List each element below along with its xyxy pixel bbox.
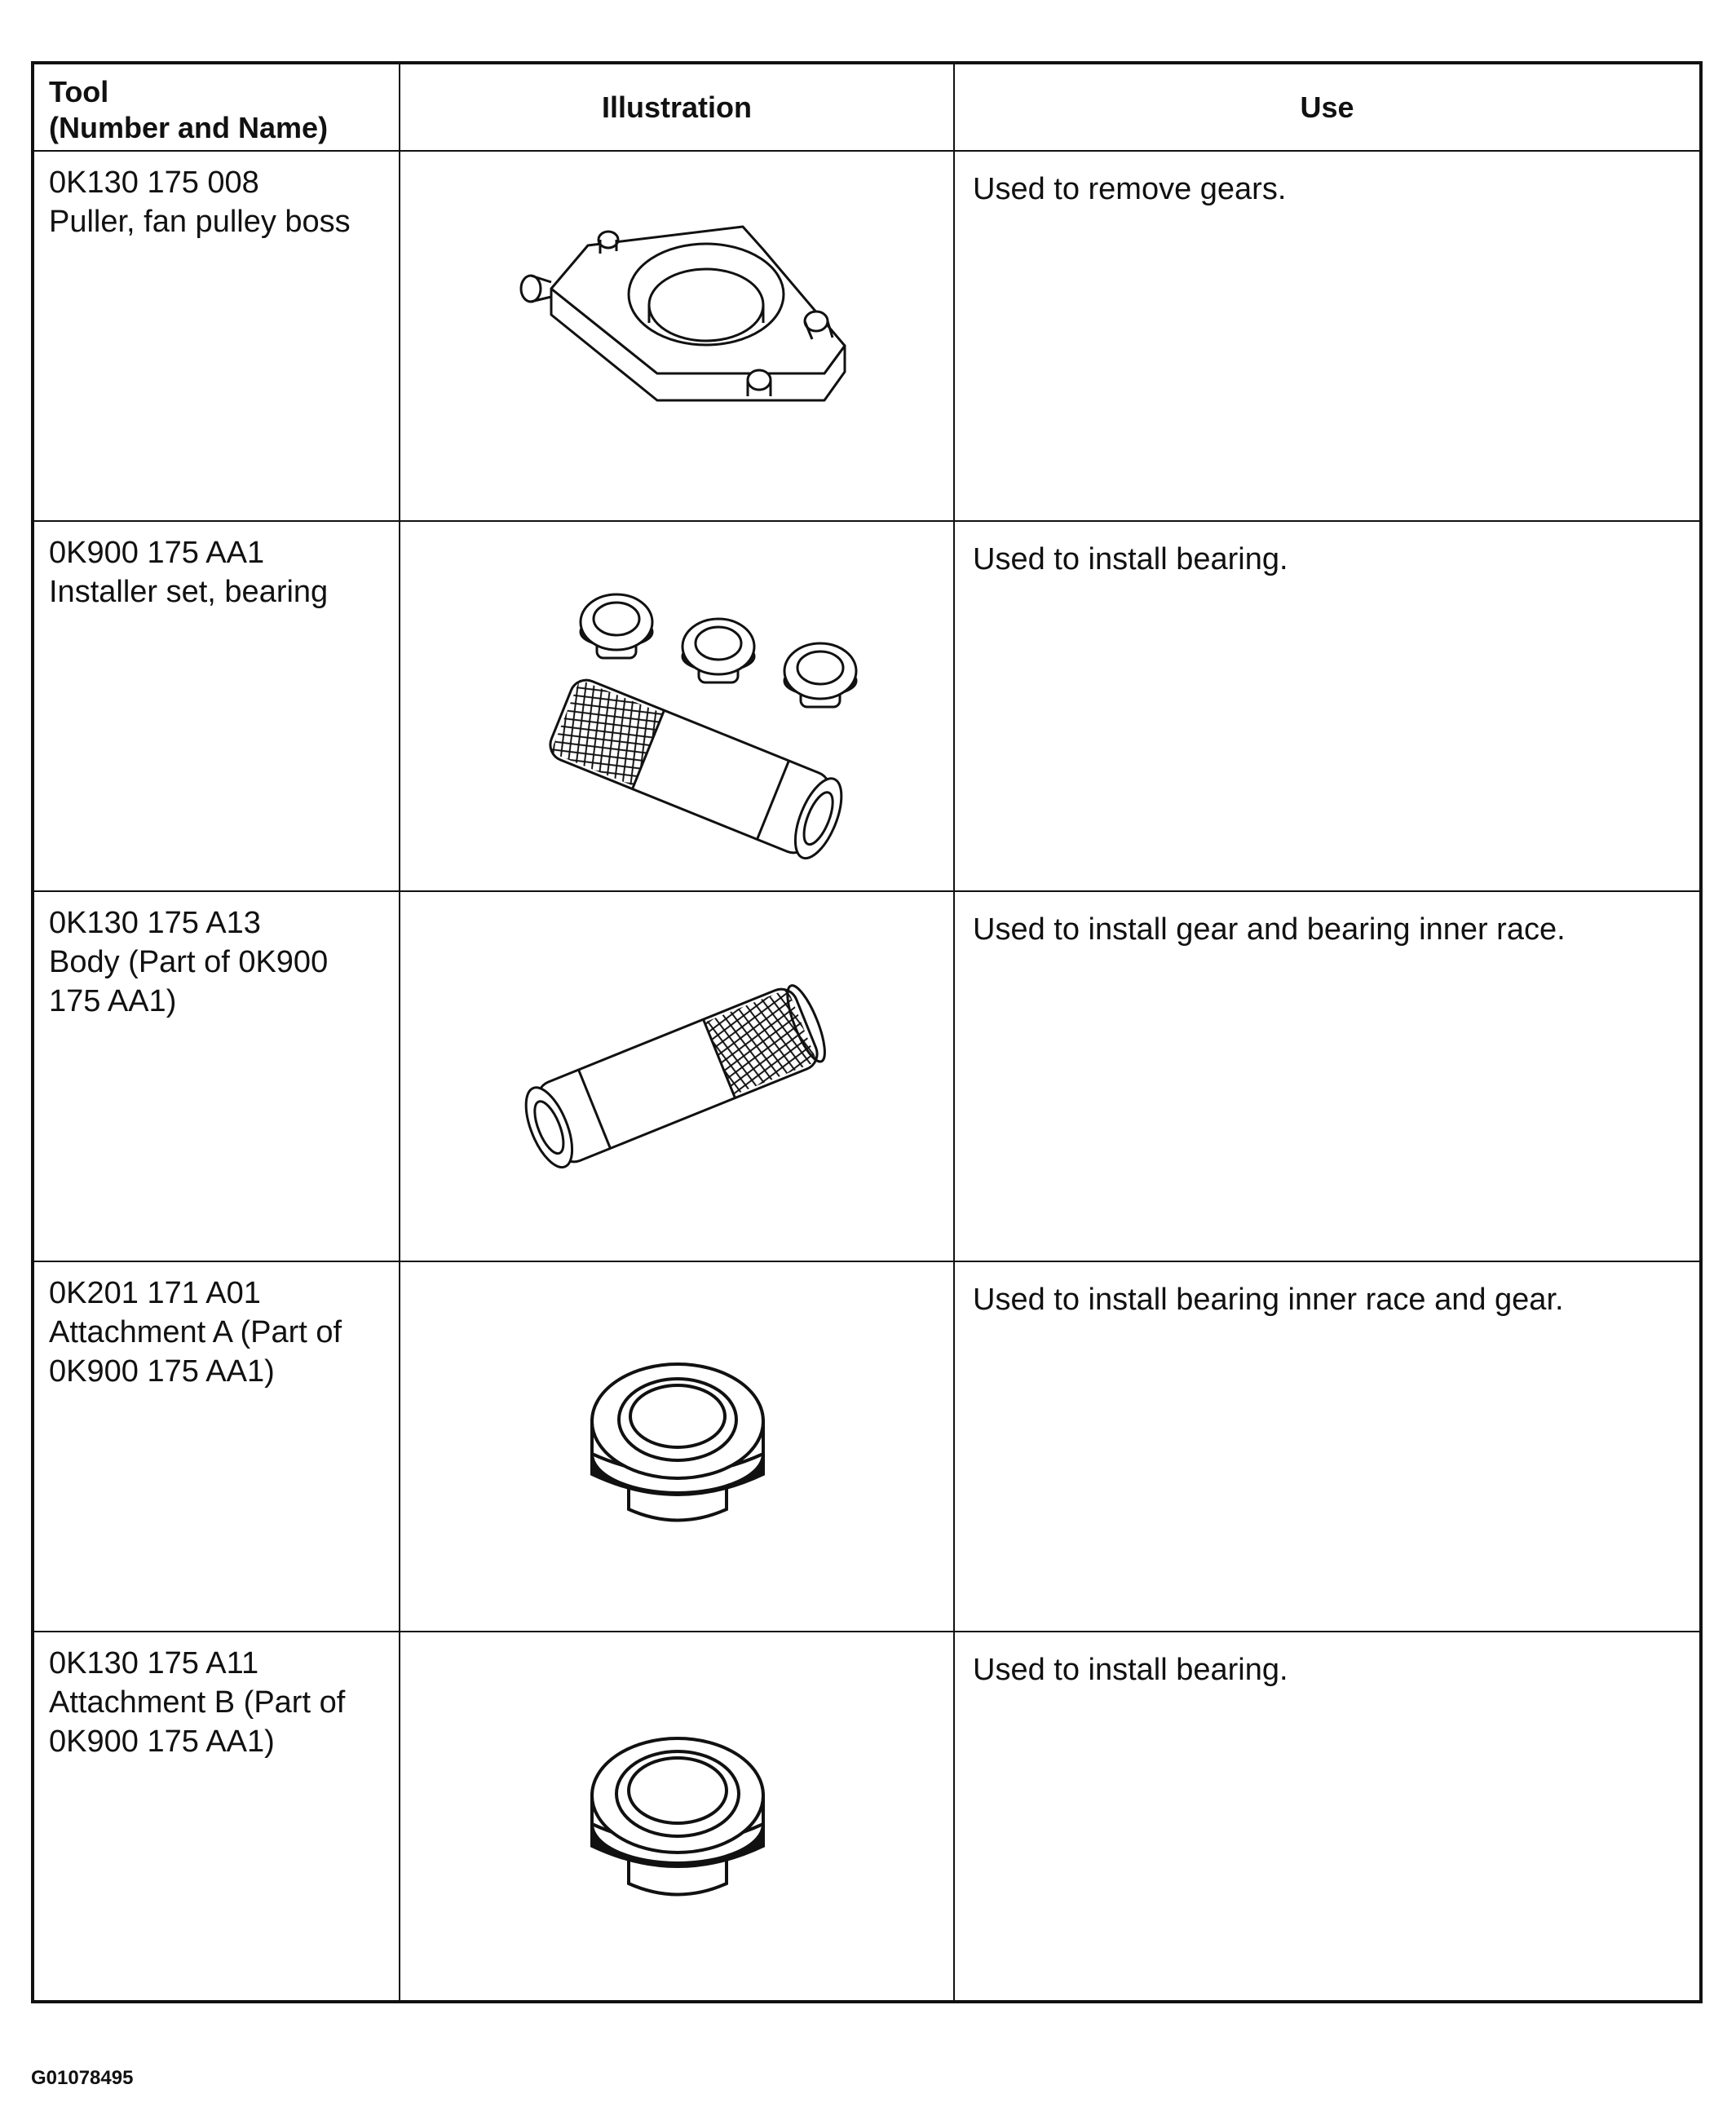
table-row: [33, 1261, 1701, 1632]
table-row: [33, 891, 1701, 1261]
table-row: [33, 151, 1701, 521]
tool-number: 0K130 175 008: [49, 166, 259, 200]
tool-name: Body (Part of 0K900: [49, 945, 329, 979]
fan-pulley-boss-puller-icon: [400, 152, 955, 522]
tool-name: 0K900 175 AA1): [49, 1354, 275, 1389]
tool-cell: [33, 151, 400, 521]
header-use: Use: [954, 63, 1701, 151]
use-cell: [954, 1632, 1701, 2002]
tool-cell: [33, 521, 400, 891]
illustration-cell: [400, 521, 954, 891]
use-text: Used to install bearing inner race and gear.: [973, 1283, 1564, 1317]
tool-cell: [33, 891, 400, 1261]
illustration-cell: [400, 151, 954, 521]
tool-name: Installer set, bearing: [49, 575, 329, 609]
header-illustration: Illustration: [400, 63, 954, 151]
tool-cell: [33, 1632, 400, 2002]
use-text: Used to install bearing.: [973, 542, 1288, 576]
tool-cell: [33, 1261, 400, 1632]
table-header-row: [33, 63, 1701, 151]
bearing-installer-set-icon: [400, 522, 955, 892]
tool-number: 0K130 175 A11: [49, 1646, 259, 1680]
attachment-b-icon: [400, 1632, 955, 2003]
tool-number: 0K900 175 AA1: [49, 536, 265, 570]
use-cell: [954, 521, 1701, 891]
use-text: Used to install gear and bearing inner race.: [973, 912, 1566, 947]
header-tool-line1: Tool: [49, 75, 109, 108]
illustration-cell: [400, 1632, 954, 2002]
tool-name: Puller, fan pulley boss: [49, 205, 351, 239]
attachment-a-icon: [400, 1262, 955, 1632]
header-tool: [33, 63, 400, 151]
tool-name: Attachment A (Part of: [49, 1315, 342, 1349]
use-cell: [954, 151, 1701, 521]
installer-body-icon: [400, 892, 955, 1262]
use-cell: [954, 1261, 1701, 1632]
tool-number: 0K130 175 A13: [49, 906, 261, 940]
use-text: Used to remove gears.: [973, 172, 1287, 206]
table-row: [33, 1632, 1701, 2002]
illustration-cell: [400, 891, 954, 1261]
tool-name: Attachment B (Part of: [49, 1685, 346, 1720]
tool-name: 175 AA1): [49, 984, 177, 1018]
figure-id: G01078495: [31, 2067, 134, 2089]
tool-number: 0K201 171 A01: [49, 1276, 261, 1310]
use-cell: [954, 891, 1701, 1261]
tool-name: 0K900 175 AA1): [49, 1725, 275, 1759]
illustration-cell: [400, 1261, 954, 1632]
special-tools-table: [31, 61, 1703, 2003]
use-text: Used to install bearing.: [973, 1653, 1288, 1687]
table-row: [33, 521, 1701, 891]
header-tool-line2: (Number and Name): [49, 111, 329, 144]
